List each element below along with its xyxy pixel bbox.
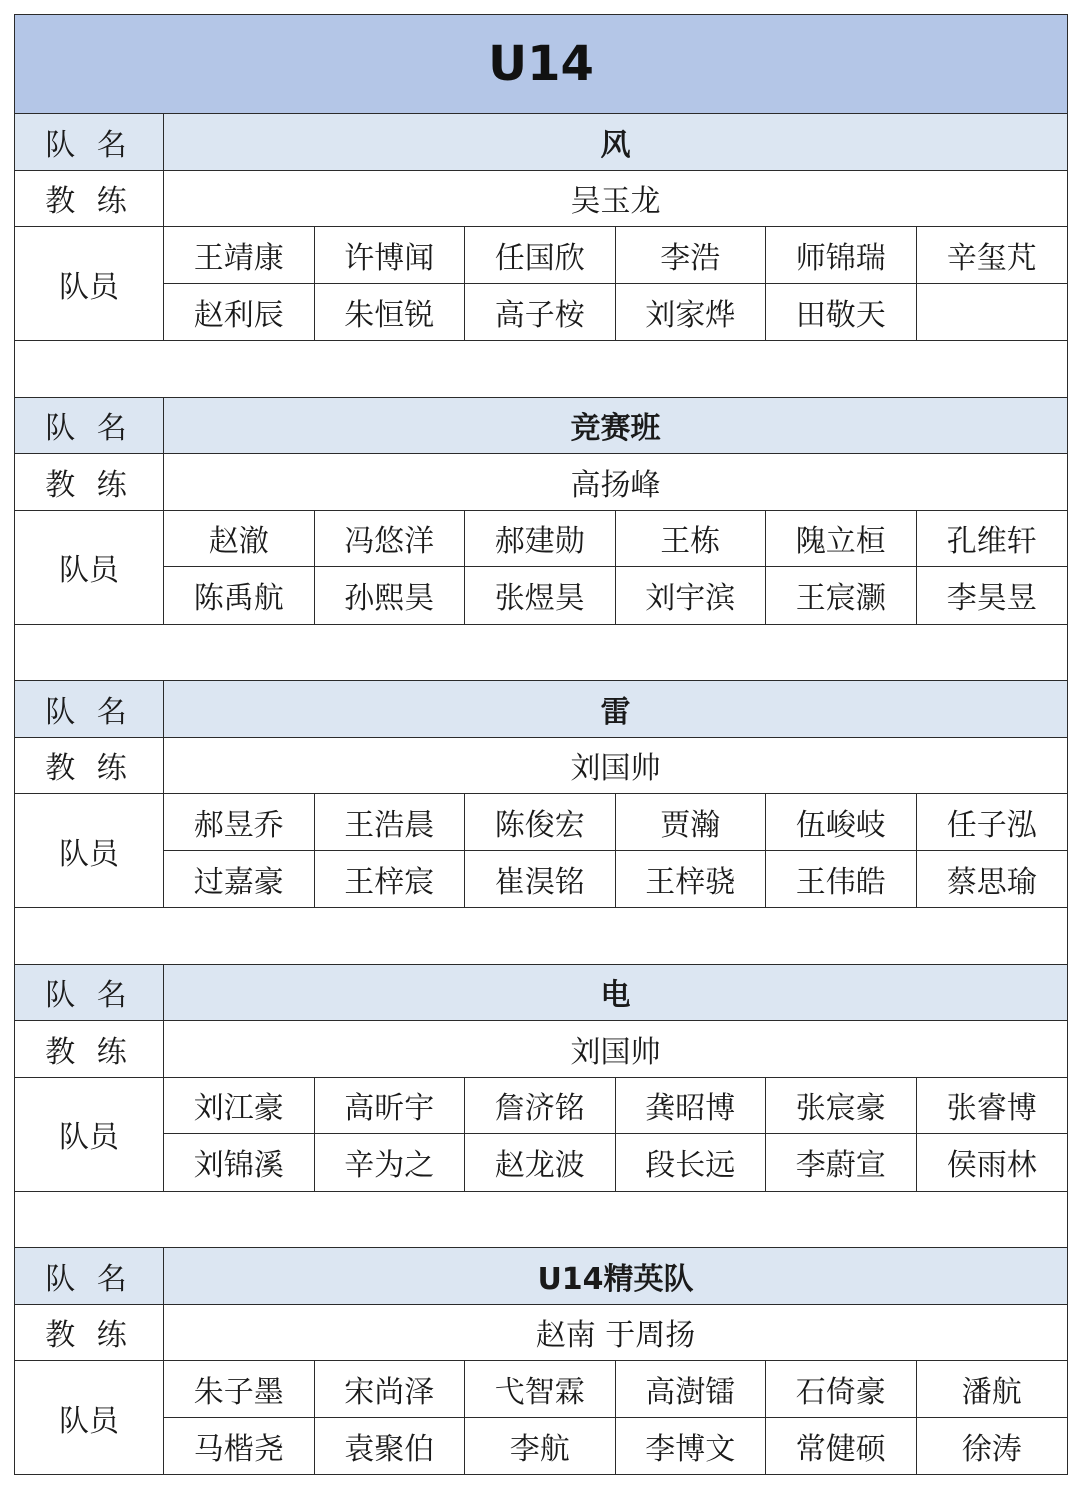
member-cell: 蔡思瑜	[946, 864, 1037, 900]
team-name: U14精英队	[164, 1248, 1067, 1304]
member-cell: 赵龙波	[465, 1134, 616, 1191]
members-grid	[164, 1361, 1067, 1474]
coach-row	[15, 1021, 1067, 1078]
member-cell: 王栋	[616, 511, 767, 568]
member-cell: 伍峻岐	[766, 794, 917, 851]
roster-table	[14, 14, 1068, 1475]
team-name-row	[15, 965, 1067, 1022]
team-block	[15, 681, 1067, 908]
member-cell: 许博闻	[315, 227, 466, 284]
members-grid	[164, 227, 1067, 340]
member-cell: 郝昱乔	[164, 794, 315, 851]
coach-label: 教 练	[15, 171, 164, 227]
team-name-row	[15, 1248, 1067, 1305]
team-block	[15, 1248, 1067, 1475]
team-name-row	[15, 114, 1067, 171]
members-row	[15, 794, 1067, 908]
member-cell: 宋尚泽	[315, 1361, 466, 1418]
member-cell: 高澍镭	[616, 1361, 767, 1418]
member-cell: 王梓骁	[616, 851, 767, 908]
member-cell: 高昕宇	[315, 1078, 466, 1135]
team-name-row	[15, 398, 1067, 455]
team-name-label: 队 名	[15, 965, 164, 1021]
coach-name: 吴玉龙	[570, 184, 661, 220]
member-cell: 刘江豪	[164, 1078, 315, 1135]
member-cell: 赵澈	[164, 511, 315, 568]
members-row	[15, 511, 1067, 625]
member-cell: 马楷尧	[164, 1418, 315, 1475]
team-name-label: 队 名	[15, 681, 164, 737]
member-cell: 陈俊宏	[465, 794, 616, 851]
members-row	[15, 1361, 1067, 1475]
member-cell: 张煜昊	[465, 567, 616, 624]
member-cell: 刘家烨	[616, 284, 767, 341]
member-cell: 过嘉豪	[164, 851, 315, 908]
team-name: 竞赛班	[164, 398, 1067, 454]
member-cell: 徐涛	[961, 1431, 1022, 1467]
member-cell: 郝建勋	[465, 511, 616, 568]
members-row	[15, 1078, 1067, 1192]
coach-row	[15, 1305, 1067, 1362]
team-name-row	[15, 681, 1067, 738]
member-cell: 刘宇滨	[616, 567, 767, 624]
team-name: 雷	[164, 681, 1067, 737]
member-cell: 辛为之	[315, 1134, 466, 1191]
coach-label: 教 练	[15, 1021, 164, 1077]
teams-container	[15, 114, 1067, 1475]
member-cell: 张睿博	[917, 1078, 1068, 1135]
member-cell: 贾瀚	[616, 794, 767, 851]
members-label: 队员	[15, 511, 164, 624]
members-label: 队员	[15, 794, 164, 907]
member-cell: 孔维轩	[917, 511, 1068, 568]
member-cell: 崔淏铭	[465, 851, 616, 908]
member-cell: 辛玺芃	[917, 227, 1068, 284]
coach-row	[15, 454, 1067, 511]
member-cell: 石倚豪	[766, 1361, 917, 1418]
coach-label: 教 练	[15, 454, 164, 510]
coach-name: 刘国帅	[570, 1034, 661, 1070]
member-cell: 常健硕	[766, 1418, 917, 1475]
member-cell: 龚昭博	[616, 1078, 767, 1135]
member-cell: 高子桉	[465, 284, 616, 341]
member-cell: 陈禹航	[164, 567, 315, 624]
member-cell: 任国欣	[465, 227, 616, 284]
member-cell: 隗立桓	[766, 511, 917, 568]
member-cell: 李浩	[616, 227, 767, 284]
member-cell: 李蔚宣	[766, 1134, 917, 1191]
team-block	[15, 398, 1067, 625]
members-label: 队员	[15, 227, 164, 340]
coach-row	[15, 171, 1067, 228]
members-grid	[164, 794, 1067, 907]
member-cell: 朱子墨	[164, 1361, 315, 1418]
team-name-label: 队 名	[15, 1248, 164, 1304]
coach-name: 赵南 于周扬	[535, 1318, 696, 1354]
member-cell: 朱恒锐	[315, 284, 466, 341]
member-cell: 詹济铭	[465, 1078, 616, 1135]
team-block	[15, 114, 1067, 341]
member-cell: 王伟皓	[766, 851, 917, 908]
spacer-row	[15, 341, 1067, 398]
member-cell: 王靖康	[164, 227, 315, 284]
team-name: 风	[164, 114, 1067, 170]
team-block	[15, 965, 1067, 1192]
table-title: U14	[15, 15, 1067, 114]
member-cell: 弋智霖	[465, 1361, 616, 1418]
members-label: 队员	[15, 1361, 164, 1474]
team-name: 电	[164, 965, 1067, 1021]
member-cell: 冯悠洋	[315, 511, 466, 568]
team-name-label: 队 名	[15, 114, 164, 170]
member-cell: 刘锦溪	[164, 1134, 315, 1191]
coach-label: 教 练	[15, 738, 164, 794]
member-cell: 李博文	[616, 1418, 767, 1475]
member-cell: 侯雨林	[946, 1148, 1037, 1184]
member-cell: 孙熙昊	[315, 567, 466, 624]
coach-name: 高扬峰	[570, 467, 661, 503]
coach-label: 教 练	[15, 1305, 164, 1361]
member-cell: 李航	[465, 1418, 616, 1475]
member-cell: 段长远	[616, 1134, 767, 1191]
member-cell: 李昊昱	[946, 581, 1037, 617]
coach-row	[15, 738, 1067, 795]
coach-name: 刘国帅	[570, 751, 661, 787]
member-cell: 任子泓	[917, 794, 1068, 851]
member-cell: 师锦瑞	[766, 227, 917, 284]
member-cell: 王梓宸	[315, 851, 466, 908]
member-cell	[917, 284, 1068, 341]
members-grid	[164, 511, 1067, 624]
member-cell: 赵利辰	[164, 284, 315, 341]
members-row	[15, 227, 1067, 341]
team-name-label: 队 名	[15, 398, 164, 454]
spacer-row	[15, 1192, 1067, 1249]
spacer-row	[15, 908, 1067, 965]
member-cell: 王浩晨	[315, 794, 466, 851]
spacer-row	[15, 625, 1067, 682]
member-cell: 王宸灏	[766, 567, 917, 624]
member-cell: 张宸豪	[766, 1078, 917, 1135]
members-grid	[164, 1078, 1067, 1191]
members-label: 队员	[15, 1078, 164, 1191]
member-cell: 田敬天	[766, 284, 917, 341]
member-cell: 袁聚伯	[315, 1418, 466, 1475]
member-cell: 潘航	[917, 1361, 1068, 1418]
